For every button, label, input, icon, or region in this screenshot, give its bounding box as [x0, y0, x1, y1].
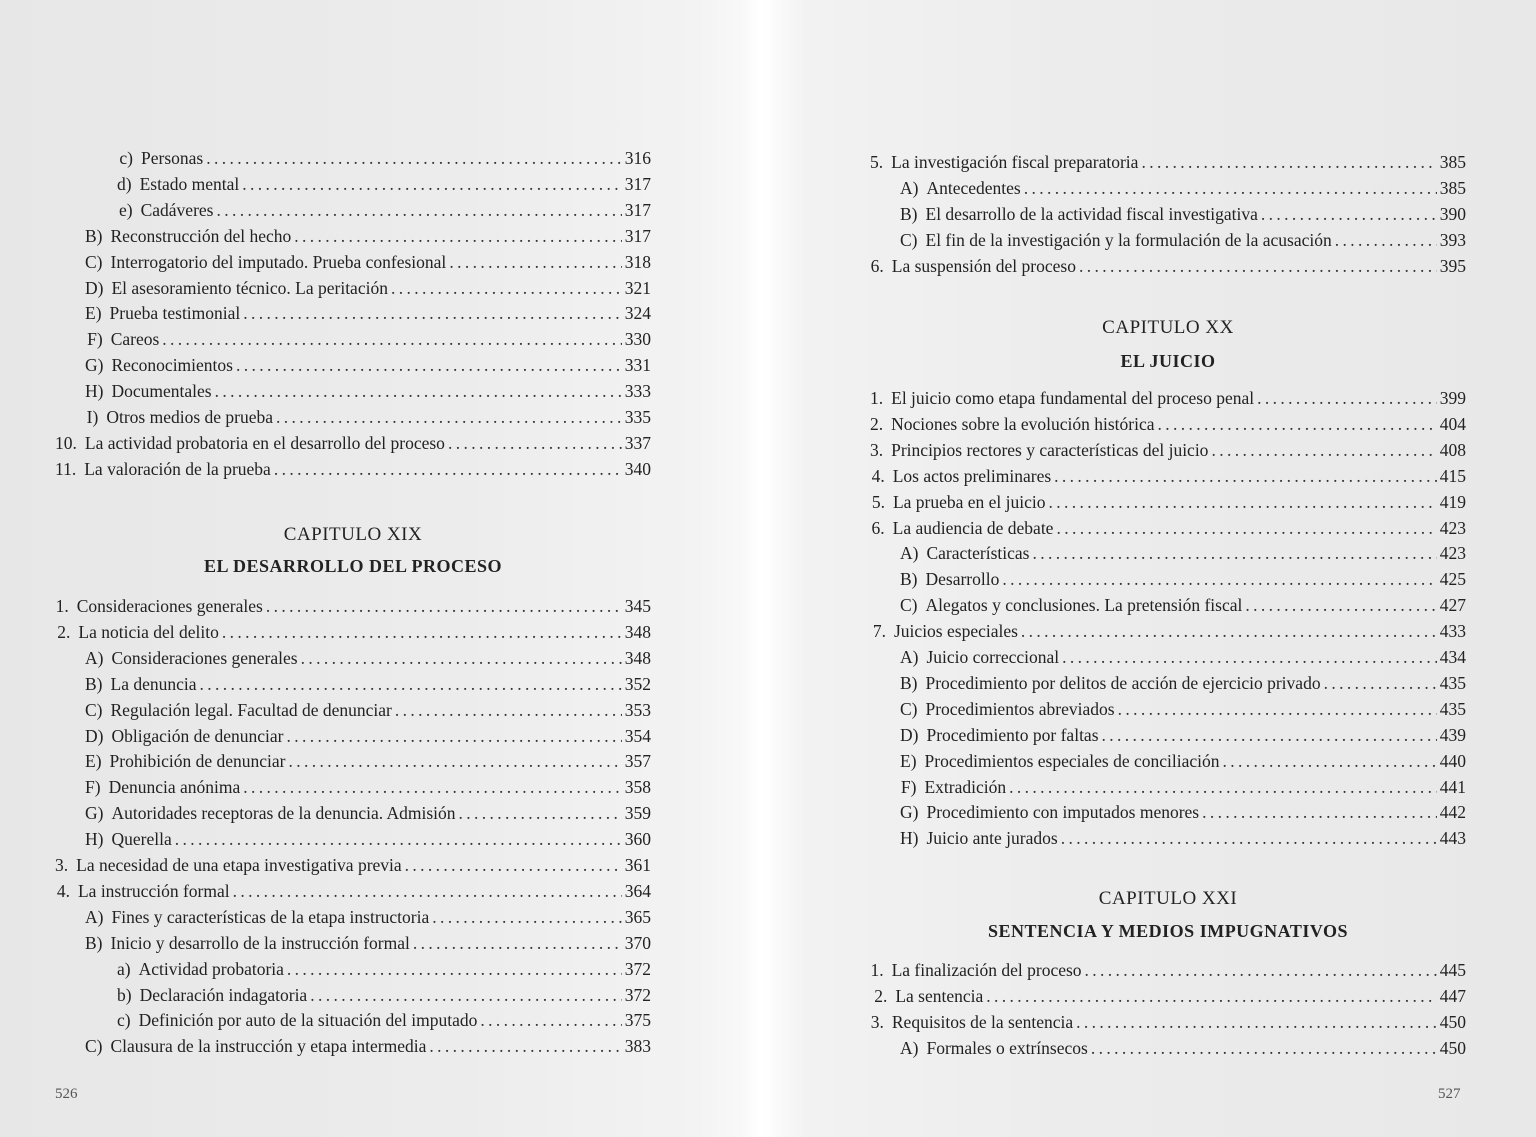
toc-entry-title: Reconstrucción del hecho — [110, 225, 292, 246]
toc-entry-page: 353 — [624, 699, 651, 720]
toc-entry-number: B) — [900, 672, 918, 693]
leader-dots — [162, 326, 621, 352]
toc-entry-title: Procedimiento por faltas — [926, 724, 1099, 745]
toc-entry-number: 2. — [870, 413, 884, 434]
chapter-title: EL JUICIO — [1120, 351, 1216, 371]
toc-entry-title: Nociones sobre la evolución histórica — [891, 413, 1155, 434]
toc-entry-page: 365 — [624, 906, 651, 927]
toc-entry-page: 370 — [624, 932, 651, 953]
toc-entry-title: El asesoramiento técnico. La peritación — [111, 277, 388, 298]
toc-entry — [900, 227, 1466, 253]
toc-entry-page: 317 — [624, 225, 651, 246]
toc-entry-page: 337 — [624, 432, 651, 453]
toc-entry-number: 3. — [55, 855, 69, 875]
toc-entry-title: La instrucción formal — [77, 880, 230, 901]
toc-entry-title: El desarrollo de la actividad fiscal investigativa — [925, 203, 1258, 224]
toc-entry-page: 443 — [1439, 828, 1466, 849]
toc-entry — [85, 930, 651, 956]
leader-dots — [243, 774, 622, 800]
leader-dots — [1211, 437, 1436, 463]
toc-entry-title: La noticia del delito — [78, 621, 219, 642]
toc-entry-number: C) — [900, 698, 918, 719]
toc-entry-title: Juicios especiales — [894, 621, 1018, 642]
toc-entry-page: 415 — [1439, 465, 1466, 486]
toc-entry — [870, 385, 1466, 411]
toc-entry — [85, 404, 651, 430]
toc-entry — [900, 670, 1466, 696]
toc-entry-page: 335 — [624, 407, 651, 427]
toc-entry-page: 383 — [624, 1036, 651, 1057]
toc-entry-number: c) — [117, 1010, 131, 1031]
toc-entry-number: A) — [900, 177, 919, 198]
toc-entry-number: B) — [85, 225, 103, 246]
toc-entry-number: 3. — [870, 439, 884, 460]
toc-entry — [900, 201, 1466, 227]
toc-entry-page: 393 — [1439, 229, 1466, 250]
toc-entry-title: Principios rectores y características del juicio — [891, 439, 1209, 460]
toc-entry-page: 317 — [624, 199, 651, 220]
leader-dots — [1261, 201, 1437, 227]
toc-entry-number: E) — [900, 750, 917, 771]
toc-entry-number: G) — [85, 355, 104, 376]
toc-entry-page: 434 — [1439, 647, 1466, 667]
leader-dots — [200, 671, 622, 697]
toc-entry-title: Alegatos y conclusiones. La pretensión fiscal — [925, 595, 1243, 616]
toc-entry-number: A) — [85, 647, 104, 668]
toc-entry-page: 385 — [1439, 177, 1466, 198]
toc-entry-page: 423 — [1439, 517, 1466, 538]
leader-dots — [391, 275, 622, 301]
toc-entry-title: Antecedentes — [926, 177, 1021, 198]
toc-entry-number: G) — [900, 802, 919, 823]
toc-entry-number: D) — [85, 277, 104, 298]
toc-entry-number: a) — [117, 958, 131, 979]
toc-entry-title: Querella — [111, 829, 172, 850]
leader-dots — [236, 352, 622, 378]
toc-entry — [900, 696, 1466, 722]
toc-entry — [870, 983, 1466, 1009]
toc-entry-title: El juicio como etapa fundamental del proceso penal — [891, 388, 1255, 408]
toc-entry-page: 441 — [1439, 776, 1466, 797]
toc-entry-number: e) — [118, 199, 133, 220]
leader-dots — [206, 145, 622, 171]
toc-entry-number: B) — [85, 932, 103, 953]
leader-dots — [1118, 696, 1437, 722]
toc-entry-title: La necesidad de una etapa investigativa previa — [76, 855, 402, 875]
leader-dots — [1102, 722, 1437, 748]
toc-entry-number: C) — [900, 229, 918, 250]
toc-entry — [900, 566, 1466, 592]
toc-entry-title: La finalización del proceso — [891, 960, 1082, 980]
toc-entry-title: Denuncia anónima — [108, 777, 241, 798]
toc-entry — [117, 982, 651, 1008]
toc-entry-title: Careos — [110, 329, 160, 350]
leader-dots — [413, 930, 622, 956]
toc-entry — [55, 456, 651, 482]
leader-dots — [287, 956, 622, 982]
leader-dots — [274, 456, 622, 482]
toc-entry-number: A) — [900, 1037, 919, 1058]
toc-entry-title: Reconocimientos — [111, 355, 233, 376]
toc-entry-title: Juicio correccional — [926, 647, 1060, 667]
leader-dots — [429, 1033, 621, 1059]
leader-dots — [448, 430, 622, 456]
toc-entry-page: 435 — [1439, 672, 1466, 693]
toc-entry-title: La prueba en el juicio — [892, 491, 1046, 512]
toc-entry-number: 4. — [56, 880, 70, 901]
leader-dots — [395, 697, 622, 723]
toc-entry-title: Consideraciones generales — [111, 647, 298, 668]
toc-entry — [55, 593, 651, 619]
toc-entry-page: 321 — [624, 277, 651, 298]
toc-entry-number: 11. — [55, 458, 77, 479]
leader-dots — [480, 1007, 621, 1033]
toc-entry-number: d) — [117, 173, 132, 194]
toc-entry-page: 348 — [624, 621, 651, 642]
toc-entry-page: 450 — [1439, 1011, 1466, 1032]
toc-entry-number: G) — [85, 803, 104, 824]
toc-entry — [55, 878, 651, 904]
toc-entry-title: Procedimientos especiales de conciliación — [924, 750, 1220, 771]
toc-entry — [85, 697, 651, 723]
toc-entry — [85, 723, 651, 749]
toc-entry-number: 1. — [870, 388, 884, 408]
toc-entry — [55, 619, 651, 645]
toc-entry — [900, 540, 1466, 566]
toc-entry-page: 450 — [1439, 1037, 1466, 1058]
toc-entry-title: Extradición — [924, 776, 1007, 797]
leader-dots — [310, 982, 622, 1008]
leader-dots — [449, 249, 621, 275]
toc-entry-number: 2. — [874, 985, 888, 1006]
toc-entry-page: 361 — [624, 855, 651, 875]
toc-entry-page: 359 — [624, 803, 651, 824]
toc-entry-title: Desarrollo — [925, 569, 1000, 590]
toc-entry — [85, 671, 651, 697]
toc-entry-number: 6. — [871, 517, 885, 538]
toc-entry — [117, 197, 651, 223]
toc-entry — [900, 748, 1466, 774]
toc-entry-number: c) — [119, 148, 133, 168]
toc-entry-number: D) — [85, 725, 104, 746]
toc-entry-page: 399 — [1439, 388, 1466, 408]
chapter-label: CAPITULO XIX — [283, 524, 423, 545]
toc-entry-number: C) — [85, 1036, 103, 1057]
leader-dots — [276, 404, 622, 430]
toc-entry-title: Actividad probatoria — [138, 958, 284, 979]
toc-entry-number: H) — [85, 381, 104, 402]
toc-entry — [85, 223, 651, 249]
toc-entry — [85, 326, 651, 352]
toc-entry-title: Regulación legal. Facultad de denunciar — [110, 699, 392, 720]
toc-entry — [900, 1035, 1466, 1061]
leader-dots — [1335, 227, 1437, 253]
toc-entry-page: 316 — [624, 148, 651, 168]
toc-entry-title: Requisitos de la sentencia — [891, 1011, 1074, 1032]
leader-dots — [459, 800, 622, 826]
leader-dots — [175, 826, 622, 852]
toc-entry — [900, 774, 1466, 800]
book-gutter — [745, 0, 775, 1137]
leader-dots — [233, 878, 622, 904]
toc-entry — [900, 722, 1466, 748]
toc-entry-number: I) — [86, 407, 99, 427]
toc-entry — [870, 253, 1466, 279]
toc-entry-title: Declaración indagatoria — [139, 984, 308, 1005]
toc-entry — [117, 956, 651, 982]
toc-entry-number: E) — [85, 751, 102, 772]
toc-entry-page: 331 — [624, 355, 651, 376]
leader-dots — [1076, 1009, 1437, 1035]
toc-entry — [117, 145, 651, 171]
toc-entry-page: 340 — [624, 458, 651, 479]
toc-entry-number: B) — [900, 203, 918, 224]
toc-entry-title: La investigación fiscal preparatoria — [891, 152, 1139, 172]
toc-entry-page: 427 — [1439, 595, 1466, 616]
leader-dots — [986, 983, 1436, 1009]
leader-dots — [1079, 253, 1437, 279]
leader-dots — [1009, 774, 1437, 800]
toc-entry-page: 442 — [1439, 802, 1466, 823]
page-number: 526 — [55, 1086, 78, 1102]
toc-entry — [85, 904, 651, 930]
toc-entry-title: Juicio ante jurados — [926, 828, 1058, 849]
leader-dots — [222, 619, 622, 645]
leader-dots — [243, 300, 621, 326]
toc-entry-title: Los actos preliminares — [892, 465, 1052, 486]
leader-dots — [288, 748, 621, 774]
leader-dots — [1223, 748, 1437, 774]
toc-entry-number: 5. — [870, 152, 884, 172]
leader-dots — [405, 852, 622, 878]
toc-entry-page: 358 — [624, 777, 651, 798]
toc-entry-title: Características — [926, 543, 1030, 564]
toc-entry — [85, 300, 651, 326]
toc-entry-number: D) — [900, 724, 919, 745]
toc-entry — [900, 592, 1466, 618]
toc-entry-title: Cadáveres — [140, 199, 214, 220]
toc-entry-number: 1. — [55, 596, 69, 616]
toc-entry-number: 4. — [871, 465, 885, 486]
leader-dots — [1141, 149, 1436, 175]
toc-entry-title: Consideraciones generales — [76, 596, 263, 616]
leader-dots — [1091, 1035, 1437, 1061]
toc-entry — [900, 799, 1466, 825]
chapter-title: SENTENCIA Y MEDIOS IMPUGNATIVOS — [987, 921, 1349, 941]
toc-entry-number: B) — [85, 673, 103, 694]
toc-entry — [900, 644, 1466, 670]
toc-entry-number: 5. — [871, 491, 885, 512]
toc-entry-title: Prueba testimonial — [109, 303, 241, 324]
leader-dots — [1002, 566, 1436, 592]
leader-dots — [1062, 644, 1437, 670]
leader-dots — [1158, 411, 1437, 437]
toc-entry-title: Procedimientos abreviados — [925, 698, 1115, 719]
toc-entry-title: La audiencia de debate — [892, 517, 1054, 538]
leader-dots — [432, 904, 622, 930]
toc-entry — [870, 1009, 1466, 1035]
toc-entry-title: La valoración de la prueba — [84, 458, 271, 479]
toc-entry-number: 3. — [870, 1011, 884, 1032]
chapter-title: EL DESARROLLO DEL PROCESO — [203, 556, 503, 576]
toc-entry-number: F) — [85, 777, 101, 798]
leader-dots — [294, 223, 621, 249]
leader-dots — [287, 723, 622, 749]
toc-entry-title: Inicio y desarrollo de la instrucción formal — [110, 932, 410, 953]
chapter-label: CAPITULO XX — [1102, 317, 1234, 338]
toc-entry-number: A) — [900, 543, 919, 564]
toc-entry-title: Formales o extrínsecos — [926, 1037, 1088, 1058]
toc-entry — [85, 826, 651, 852]
leader-dots — [1056, 515, 1436, 541]
toc-entry-title: El fin de la investigación y la formulación de la acusación — [925, 229, 1332, 250]
toc-entry-title: Documentales — [111, 381, 212, 402]
toc-entry-page: 419 — [1439, 491, 1466, 512]
toc-entry-number: A) — [900, 647, 919, 667]
toc-entry-page: 423 — [1439, 543, 1466, 564]
toc-entry — [85, 249, 651, 275]
toc-entry-page: 318 — [624, 251, 651, 272]
toc-entry-number: A) — [85, 906, 104, 927]
toc-entry-page: 352 — [624, 673, 651, 694]
toc-entry — [85, 378, 651, 404]
toc-entry — [117, 171, 651, 197]
toc-entry-title: Interrogatorio del imputado. Prueba confesional — [110, 251, 447, 272]
leader-dots — [215, 378, 622, 404]
toc-entry-page: 435 — [1439, 698, 1466, 719]
toc-entry-page: 372 — [624, 958, 651, 979]
leader-dots — [1324, 670, 1437, 696]
toc-entry — [85, 800, 651, 826]
toc-entry — [55, 430, 651, 456]
leader-dots — [216, 197, 621, 223]
toc-entry-title: Personas — [141, 148, 204, 168]
toc-entry-title: La denuncia — [110, 673, 197, 694]
toc-entry-title: Obligación de denunciar — [111, 725, 284, 746]
toc-entry-page: 447 — [1439, 985, 1466, 1006]
leader-dots — [1061, 825, 1437, 851]
toc-entry-page: 360 — [624, 829, 651, 850]
toc-entry-number: 1. — [870, 960, 884, 980]
toc-entry — [870, 149, 1466, 175]
toc-entry — [900, 175, 1466, 201]
toc-entry — [85, 645, 651, 671]
toc-entry — [85, 774, 651, 800]
toc-entry-page: 333 — [624, 381, 651, 402]
toc-entry-page: 395 — [1439, 255, 1466, 276]
toc-entry — [900, 825, 1466, 851]
toc-entry-title: La suspensión del proceso — [891, 255, 1076, 276]
toc-entry — [85, 352, 651, 378]
toc-entry-page: 425 — [1439, 569, 1466, 590]
toc-entry-page: 408 — [1439, 439, 1466, 460]
toc-entry-number: E) — [85, 303, 102, 324]
toc-entry — [85, 275, 651, 301]
leader-dots — [1202, 799, 1437, 825]
toc-entry — [870, 411, 1466, 437]
toc-entry-page: 404 — [1439, 413, 1466, 434]
toc-entry-number: b) — [117, 984, 132, 1005]
toc-entry-page: 317 — [624, 173, 651, 194]
toc-entry-number: F) — [87, 329, 103, 350]
toc-entry-page: 357 — [624, 751, 651, 772]
toc-entry-page: 364 — [624, 880, 651, 901]
leader-dots — [1021, 618, 1437, 644]
toc-entry-number: C) — [900, 595, 918, 616]
toc-entry-page: 324 — [624, 303, 651, 324]
toc-entry — [870, 437, 1466, 463]
toc-entry-page: 345 — [624, 596, 651, 616]
toc-entry-page: 390 — [1439, 203, 1466, 224]
toc-entry-title: Estado mental — [139, 173, 240, 194]
toc-entry-page: 348 — [624, 647, 651, 668]
toc-entry-number: H) — [85, 829, 104, 850]
toc-entry-number: C) — [85, 699, 103, 720]
toc-entry-page: 433 — [1439, 621, 1466, 642]
leader-dots — [1049, 489, 1437, 515]
toc-entry-number: 7. — [872, 621, 886, 642]
chapter-label: CAPITULO XXI — [1098, 888, 1238, 909]
toc-entry — [55, 852, 651, 878]
toc-entry-number: 6. — [870, 255, 884, 276]
toc-entry-title: Otros medios de prueba — [106, 407, 274, 427]
toc-entry-title: Fines y características de la etapa instructoria — [111, 906, 430, 927]
leader-dots — [1054, 463, 1437, 489]
toc-entry-title: La actividad probatoria en el desarrollo del proceso — [84, 432, 445, 453]
leader-dots — [1245, 592, 1436, 618]
toc-entry — [870, 463, 1466, 489]
leader-dots — [1024, 175, 1437, 201]
toc-entry-page: 385 — [1439, 152, 1466, 172]
toc-entry-page: 445 — [1439, 960, 1466, 980]
toc-entry-title: Definición por auto de la situación del imputado — [138, 1010, 478, 1031]
toc-entry — [117, 1007, 651, 1033]
toc-entry-page: 354 — [624, 725, 651, 746]
toc-entry-page: 372 — [624, 984, 651, 1005]
toc-entry — [85, 1033, 651, 1059]
toc-entry — [870, 489, 1466, 515]
toc-entry — [870, 618, 1466, 644]
toc-entry-number: 2. — [57, 621, 71, 642]
leader-dots — [242, 171, 622, 197]
leader-dots — [1032, 540, 1436, 566]
leader-dots — [301, 645, 622, 671]
leader-dots — [1257, 385, 1437, 411]
page-number: 527 — [1438, 1086, 1461, 1102]
toc-entry-title: Procedimiento con imputados menores — [926, 802, 1200, 823]
toc-entry-number: F) — [900, 776, 917, 797]
toc-entry-title: Prohibición de denunciar — [109, 751, 286, 772]
toc-entry-page: 440 — [1439, 750, 1466, 771]
toc-entry-number: H) — [900, 828, 919, 849]
toc-entry-number: C) — [85, 251, 103, 272]
toc-entry-number: 10. — [55, 432, 77, 453]
toc-entry-page: 375 — [624, 1010, 651, 1031]
toc-entry-title: Autoridades receptoras de la denuncia. Admisión — [111, 803, 456, 824]
toc-entry-number: B) — [900, 569, 918, 590]
toc-entry-title: Clausura de la instrucción y etapa intermedia — [110, 1036, 427, 1057]
toc-entry — [85, 748, 651, 774]
toc-entry — [870, 957, 1466, 983]
leader-dots — [266, 593, 622, 619]
toc-entry-title: Procedimiento por delitos de acción de ejercicio privado — [925, 672, 1321, 693]
toc-entry — [870, 515, 1466, 541]
toc-entry-page: 439 — [1439, 724, 1466, 745]
toc-entry-page: 330 — [624, 329, 651, 350]
toc-entry-title: La sentencia — [895, 985, 984, 1006]
leader-dots — [1085, 957, 1437, 983]
